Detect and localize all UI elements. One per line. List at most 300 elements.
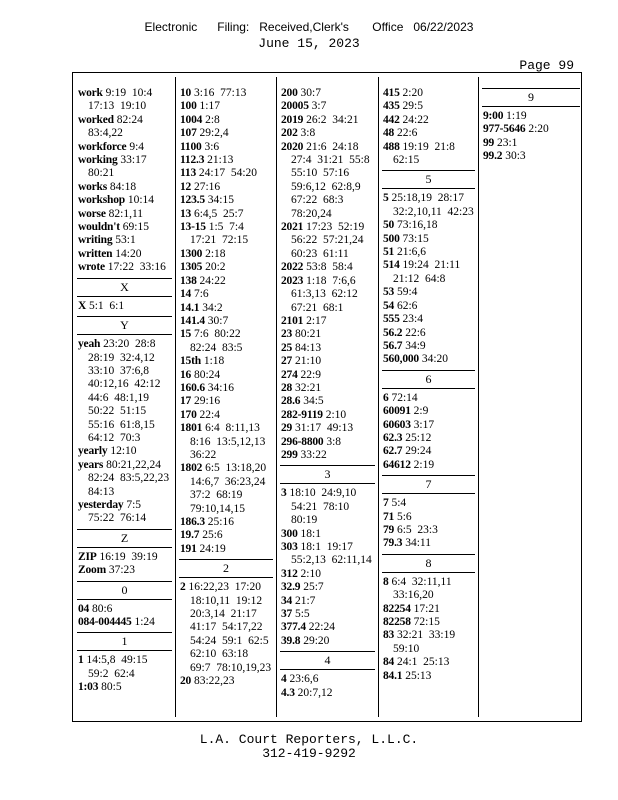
index-term: 2021 xyxy=(281,221,304,234)
index-refs: 22:9 xyxy=(300,368,321,381)
index-term: 4.3 xyxy=(281,686,295,699)
index-refs: 16:22,23 17:20 18:10,11 19:12 20:3,14 21:17 41:17 54:17,22 54:24 59:1 62:5 62:10 63:18 69:7 78:10,19,23 xyxy=(188,581,275,674)
index-refs: 27:16 xyxy=(193,180,221,193)
index-term: 54 xyxy=(383,299,395,312)
index-term: 20 xyxy=(180,675,192,688)
index-entry xyxy=(180,675,272,688)
index-term: worse xyxy=(78,207,106,220)
letter-section-header xyxy=(382,475,475,494)
index-term: 14 xyxy=(180,288,192,301)
index-entry xyxy=(180,141,272,154)
index-term: Zoom xyxy=(78,564,106,577)
index-refs: 32:21 33:19 59:10 xyxy=(393,629,461,655)
index-term: 303 xyxy=(281,541,298,553)
index-term: 84.1 xyxy=(383,669,403,682)
index-refs: 22:24 xyxy=(308,621,335,634)
index-entry xyxy=(180,100,272,113)
index-term: yeah xyxy=(78,338,101,351)
index-term: 084-004445 xyxy=(78,616,132,628)
index-entry xyxy=(281,541,374,568)
index-entry xyxy=(383,616,474,629)
section-label: 8 xyxy=(382,557,475,573)
index-term: 99 xyxy=(483,136,495,149)
index-term: 2 xyxy=(180,581,186,594)
index-refs: 12:10 xyxy=(110,445,137,458)
index-term: 107 xyxy=(180,127,197,140)
index-term: 977-5646 xyxy=(483,123,526,136)
index-entry xyxy=(383,419,474,432)
index-refs: 80:6 xyxy=(91,602,113,615)
index-entry xyxy=(281,608,374,621)
index-refs: 18:1 xyxy=(300,527,321,540)
index-term: 200 xyxy=(281,87,298,99)
index-refs: 3:17 xyxy=(413,418,435,431)
index-term: 100 xyxy=(180,100,197,113)
index-entry xyxy=(281,621,374,634)
letter-section-header xyxy=(280,465,375,484)
letter-section-header xyxy=(482,88,580,107)
index-refs: 53:8 58:4 xyxy=(306,261,353,274)
index-term: 415 xyxy=(383,87,400,99)
index-entry xyxy=(383,192,474,219)
index-entry xyxy=(383,100,474,113)
index-entry xyxy=(78,181,171,194)
index-term: 299 xyxy=(281,448,298,461)
index-refs: 24:1 25:13 xyxy=(396,656,450,669)
index-term: 2023 xyxy=(281,274,304,287)
index-refs: 16:19 39:19 xyxy=(99,550,158,563)
index-entry xyxy=(180,127,272,140)
index-refs: 9:19 10:4 17:13 19:10 xyxy=(88,87,159,113)
index-entry xyxy=(180,261,272,274)
index-refs: 3:8 xyxy=(300,127,316,140)
index-term: 28.6 xyxy=(281,395,301,408)
index-entry xyxy=(383,670,474,683)
index-refs: 14:5,8 49:15 59:2 62:4 xyxy=(86,654,154,680)
index-entry xyxy=(180,395,272,408)
index-refs: 29:16 xyxy=(193,395,221,408)
index-frame xyxy=(72,72,582,722)
index-refs: 23:6,6 xyxy=(289,673,319,686)
index-refs: 23:1 xyxy=(496,136,518,149)
index-entry xyxy=(78,616,171,629)
index-term: workforce xyxy=(78,140,127,153)
index-column-2 xyxy=(175,87,276,721)
index-refs: 80:21 xyxy=(294,328,322,341)
index-entry xyxy=(383,127,474,140)
index-term: 19.7 xyxy=(180,529,200,542)
index-entry xyxy=(78,141,171,154)
index-entry xyxy=(78,458,175,499)
index-term: 1004 xyxy=(180,113,203,126)
index-entry xyxy=(180,87,272,100)
section-label: 7 xyxy=(382,478,475,494)
index-term: 1801 xyxy=(180,422,203,435)
index-term: 282-9119 xyxy=(281,408,323,421)
index-entry xyxy=(180,409,272,422)
index-term: 170 xyxy=(180,408,197,421)
index-refs: 2:10 xyxy=(325,408,347,421)
index-entry xyxy=(383,141,474,168)
index-refs: 21:13 xyxy=(207,154,234,167)
index-refs: 9:4 xyxy=(129,140,145,153)
letter-section-header xyxy=(382,370,475,389)
index-entry xyxy=(281,687,374,700)
document-date: June 15, 2023 xyxy=(258,36,360,51)
index-term: wouldn't xyxy=(78,221,120,234)
index-entry xyxy=(78,603,171,616)
index-refs: 6:5 13:18,20 14:6,7 36:23,24 37:2 68:19 79:10,14,15 xyxy=(190,462,272,515)
index-refs: 1:18 7:6,6 61:3,13 62:12 67:21 68:1 xyxy=(291,274,364,314)
index-entry xyxy=(383,259,474,286)
index-entry xyxy=(281,275,374,315)
index-term: 123.5 xyxy=(180,194,205,207)
index-refs: 3:16 77:13 xyxy=(193,87,247,99)
index-refs: 37:23 xyxy=(108,564,136,577)
index-refs: 2:20 xyxy=(402,87,423,99)
section-label: Z xyxy=(77,532,172,548)
index-refs: 59:4 xyxy=(396,286,418,299)
index-entry xyxy=(78,499,171,526)
index-refs: 1:17 xyxy=(199,100,220,113)
index-term: 112.3 xyxy=(180,154,205,167)
index-entry xyxy=(78,681,171,694)
index-refs: 33:22 xyxy=(300,448,327,461)
index-entry xyxy=(383,432,474,445)
index-term: 79.3 xyxy=(383,537,403,550)
section-label: X xyxy=(77,281,172,297)
index-refs: 21:10 xyxy=(294,355,322,368)
index-entry xyxy=(281,382,374,395)
index-refs: 19:24 21:11 21:12 64:8 xyxy=(393,259,466,285)
index-refs: 7:6 xyxy=(193,288,209,301)
index-term: 1305 xyxy=(180,261,203,274)
index-entry xyxy=(180,154,272,167)
index-entry xyxy=(383,392,474,405)
index-term: 514 xyxy=(383,259,400,272)
index-refs: 21:7 xyxy=(294,594,316,607)
index-entry xyxy=(281,487,374,527)
index-refs: 17:21 xyxy=(413,602,440,615)
index-term: 2020 xyxy=(281,140,304,153)
index-term: 555 xyxy=(383,313,400,326)
index-refs: 26:2 34:21 xyxy=(306,113,359,126)
index-term: 300 xyxy=(281,527,298,540)
index-refs: 31:17 49:13 xyxy=(294,422,354,435)
index-term: 1100 xyxy=(180,140,202,153)
index-entry xyxy=(180,208,272,221)
index-term: yearly xyxy=(78,445,108,458)
index-column-3 xyxy=(276,87,378,721)
index-entry xyxy=(281,87,374,100)
index-term: 20005 xyxy=(281,100,309,113)
index-term: 56.2 xyxy=(383,326,403,339)
index-entry xyxy=(180,221,272,248)
index-refs: 3:6 xyxy=(204,140,220,153)
index-term: 113 xyxy=(180,167,197,180)
index-refs: 24:19 xyxy=(199,542,226,555)
index-refs: 7:6 80:22 82:24 83:5 xyxy=(190,328,247,354)
index-entry xyxy=(281,342,374,355)
index-term: 5 xyxy=(383,192,389,205)
index-entry xyxy=(281,568,374,581)
index-term: 191 xyxy=(180,542,197,555)
index-term: 37 xyxy=(281,608,293,621)
index-refs: 25:18,19 28:17 32:2,10,11 42:23 xyxy=(391,192,474,218)
section-label: 9 xyxy=(482,91,580,107)
index-entry xyxy=(180,422,272,462)
index-refs: 84:18 xyxy=(109,180,137,193)
index-term: worked xyxy=(78,113,114,126)
index-refs: 29:24 xyxy=(405,445,432,458)
index-entry xyxy=(180,516,272,529)
index-refs: 2:9 xyxy=(413,405,429,418)
index-term: wrote xyxy=(78,261,105,274)
index-term: 82254 xyxy=(383,602,411,615)
index-refs: 24:22 xyxy=(199,274,226,287)
index-term: years xyxy=(78,458,104,471)
index-refs: 1:24 xyxy=(134,616,155,628)
index-refs: 24:22 xyxy=(402,113,429,126)
index-refs: 80:5 xyxy=(101,681,122,694)
index-term: work xyxy=(78,87,103,99)
index-entry xyxy=(78,300,171,313)
index-term: 6 xyxy=(383,391,389,404)
page-number: Page 99 xyxy=(519,58,574,73)
index-entry xyxy=(383,340,474,353)
index-refs: 23:4 xyxy=(402,313,423,326)
index-entry xyxy=(78,248,171,261)
letter-section-header xyxy=(179,559,273,578)
index-entry xyxy=(78,564,171,577)
index-refs: 2:19 xyxy=(413,458,435,471)
index-term: 15th xyxy=(180,355,201,368)
index-term: 32.9 xyxy=(281,581,301,594)
index-refs: 34:9 xyxy=(405,339,426,352)
index-refs: 2:10 xyxy=(300,567,321,580)
index-term: 2022 xyxy=(281,261,304,274)
index-column-5 xyxy=(478,85,583,721)
index-entry xyxy=(281,315,374,328)
index-term: writing xyxy=(78,234,113,247)
section-label: 0 xyxy=(77,584,172,600)
index-refs: 22:6 xyxy=(396,127,418,140)
index-term: 29 xyxy=(281,422,293,435)
index-term: 1:03 xyxy=(78,681,99,694)
index-term: 84 xyxy=(383,656,395,669)
index-entry xyxy=(78,221,171,234)
index-term: 62.7 xyxy=(383,445,403,458)
index-refs: 82:24 83:4,22 xyxy=(88,113,149,140)
index-entry xyxy=(180,302,272,315)
index-refs: 30:7 xyxy=(207,314,229,327)
index-entry xyxy=(281,127,374,140)
index-entry xyxy=(281,422,374,435)
index-entry xyxy=(383,497,474,510)
index-term: yesterday xyxy=(78,498,124,511)
index-term: 274 xyxy=(281,368,298,381)
index-entry xyxy=(78,261,171,274)
index-refs: 34:2 xyxy=(202,301,223,314)
index-refs: 18:10 24:9,10 54:21 78:10 80:19 xyxy=(289,487,362,527)
index-refs: 82:1,11 xyxy=(108,207,144,220)
index-term: 560,000 xyxy=(383,353,419,366)
index-term: written xyxy=(78,247,113,260)
index-refs: 3:7 xyxy=(311,100,327,113)
index-refs: 32:21 xyxy=(294,381,322,394)
index-term: 141.4 xyxy=(180,314,205,327)
index-refs: 25:16 xyxy=(207,516,234,528)
index-refs: 29:2,4 xyxy=(199,127,229,140)
index-entry xyxy=(483,150,579,163)
index-term: workshop xyxy=(78,194,125,207)
index-entry xyxy=(180,543,272,556)
index-entry xyxy=(483,123,579,136)
index-entry xyxy=(383,629,474,656)
index-entry xyxy=(180,315,272,328)
index-refs: 2:20 xyxy=(528,123,549,136)
index-refs: 62:6 xyxy=(396,299,418,312)
index-entry xyxy=(383,327,474,340)
index-entry xyxy=(281,635,374,648)
reporter-phone: 312-419-9292 xyxy=(262,746,356,761)
index-term: 488 xyxy=(383,140,400,153)
index-refs: 17:22 33:16 xyxy=(107,261,166,274)
index-entry xyxy=(383,313,474,326)
index-refs: 29:20 xyxy=(303,634,330,647)
index-refs: 14:20 xyxy=(115,247,142,260)
index-term: 39.8 xyxy=(281,634,301,647)
index-term: 442 xyxy=(383,113,400,126)
index-refs: 6:5 23:3 xyxy=(396,523,438,536)
index-term: 15 xyxy=(180,328,192,341)
index-refs: 30:7 xyxy=(300,87,321,99)
letter-section-header xyxy=(77,278,172,297)
index-entry xyxy=(281,114,374,127)
index-refs: 23:20 28:8 28:19 32:4,12 33:10 37:6,8 40:12,16 42:12 44:6 48:1,19 50:22 51:15 55:16 61:8,15 64:12 70:3 xyxy=(88,338,167,444)
index-refs: 20:7,12 xyxy=(297,686,333,699)
index-refs: 22:4 xyxy=(199,408,220,421)
index-refs: 5:6 xyxy=(396,510,412,523)
index-entry xyxy=(78,234,171,247)
index-refs: 7:5 75:22 76:14 xyxy=(88,498,147,525)
index-refs: 1:19 xyxy=(506,110,527,122)
index-entry xyxy=(383,603,474,616)
index-entry xyxy=(383,219,474,232)
index-entry xyxy=(78,338,171,445)
index-entry xyxy=(281,528,374,541)
index-refs: 25:7 xyxy=(303,581,324,594)
index-term: 13-15 xyxy=(180,221,206,234)
index-entry xyxy=(78,551,171,564)
index-refs: 6:4,5 25:7 xyxy=(193,207,244,220)
index-term: 83 xyxy=(383,629,395,642)
index-entry xyxy=(483,137,579,150)
index-entry xyxy=(180,194,272,207)
index-term: 3 xyxy=(281,487,287,500)
section-label: 3 xyxy=(280,468,375,484)
index-term: 14.1 xyxy=(180,301,200,314)
index-entry xyxy=(281,141,374,221)
index-term: 53 xyxy=(383,286,395,299)
index-term: 138 xyxy=(180,274,197,287)
index-entry xyxy=(180,581,275,675)
index-refs: 73:15 xyxy=(402,232,429,245)
index-refs: 3:8 xyxy=(326,435,342,448)
index-entry xyxy=(180,462,272,516)
index-refs: 6:4 32:11,11 33:16,20 xyxy=(391,575,458,602)
index-entry xyxy=(78,194,171,207)
index-column-1 xyxy=(73,87,175,721)
index-term: 16 xyxy=(180,368,192,381)
index-entry xyxy=(180,275,272,288)
index-term: 12 xyxy=(180,180,192,193)
index-term: 62.3 xyxy=(383,431,403,444)
index-entry xyxy=(281,595,374,608)
index-entry xyxy=(383,537,474,550)
index-term: 1 xyxy=(78,654,84,667)
index-entry xyxy=(180,529,272,542)
index-entry xyxy=(383,445,474,458)
index-refs: 21:6 24:18 27:4 31:21 55:8 55:10 57:16 59:6,12 62:8,9 67:22 68:3 78:20,24 xyxy=(291,140,376,220)
index-entry xyxy=(180,114,272,127)
index-refs: 30:3 xyxy=(505,150,526,163)
letter-section-header xyxy=(382,170,475,189)
index-entry xyxy=(180,382,272,395)
index-refs: 34:16 xyxy=(207,381,234,394)
index-term: 8 xyxy=(383,575,389,588)
section-label: 5 xyxy=(382,173,475,189)
index-refs: 22:6 xyxy=(405,326,426,339)
index-entry xyxy=(78,208,171,221)
index-term: 71 xyxy=(383,510,395,523)
index-entry xyxy=(483,110,579,123)
index-entry xyxy=(383,233,474,246)
index-entry xyxy=(281,673,374,686)
index-term: 2019 xyxy=(281,113,304,126)
index-term: 296-8800 xyxy=(281,435,324,448)
index-entry xyxy=(383,286,474,299)
index-term: works xyxy=(78,180,108,193)
index-refs: 34:11 xyxy=(405,537,431,550)
index-column-4 xyxy=(378,87,478,721)
index-entry xyxy=(180,248,272,261)
index-refs: 5:4 xyxy=(391,497,407,510)
index-entry xyxy=(383,576,474,603)
index-entry xyxy=(281,355,374,368)
index-entry xyxy=(78,87,171,114)
index-refs: 69:15 xyxy=(122,221,149,234)
index-entry xyxy=(281,581,374,594)
index-refs: 2:18 xyxy=(205,247,226,260)
index-term: 48 xyxy=(383,127,395,140)
index-entry xyxy=(383,87,474,100)
index-term: X xyxy=(78,299,87,312)
index-refs: 2:17 xyxy=(306,314,327,327)
index-entry xyxy=(78,445,171,458)
index-refs: 34:15 xyxy=(207,194,234,207)
index-refs: 72:15 xyxy=(413,616,440,628)
index-entry xyxy=(281,221,374,261)
index-refs: 53:1 xyxy=(115,234,136,247)
index-refs: 10:14 xyxy=(127,194,155,207)
index-entry xyxy=(180,355,272,368)
index-entry xyxy=(383,524,474,537)
letter-section-header xyxy=(77,632,172,651)
index-entry xyxy=(383,511,474,524)
index-refs: 33:17 80:21 xyxy=(88,154,153,180)
letter-section-header xyxy=(77,581,172,600)
